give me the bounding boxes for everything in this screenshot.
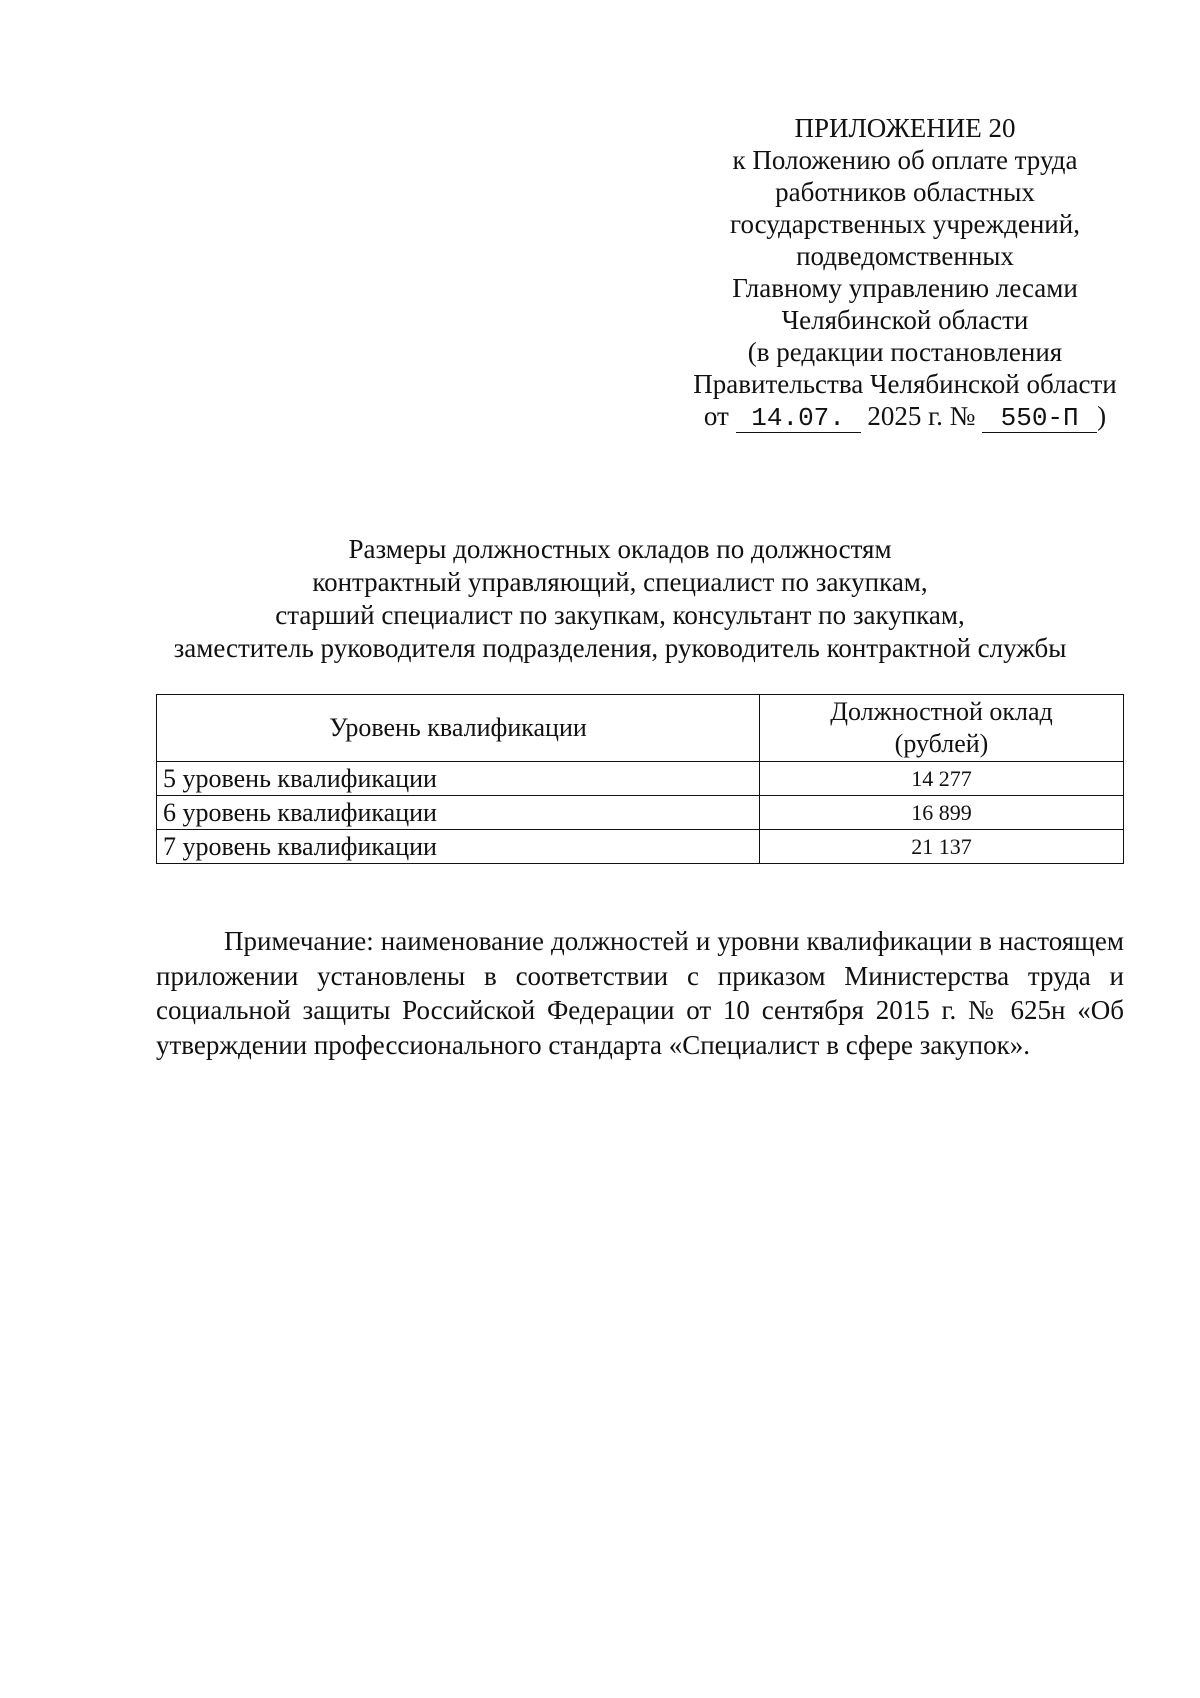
annex-line: Правительства Челябинской области — [693, 369, 1117, 399]
resolution-reference — [660, 400, 1150, 433]
title-line: контрактный управляющий, специалист по закупкам, — [312, 567, 928, 597]
title-line: Размеры должностных окладов по должностям — [348, 534, 892, 564]
header-salary-line1: Должностной оклад — [830, 697, 1053, 726]
header-salary — [760, 695, 1124, 762]
ref-suffix: ) — [1097, 401, 1107, 431]
annex-line: (в редакции постановления — [747, 337, 1063, 367]
annex-header — [660, 112, 1150, 433]
cell-amount: 16 899 — [760, 796, 1124, 830]
ref-year: 2025 г. № — [867, 401, 976, 431]
document-title — [120, 533, 1120, 665]
annex-line: государственных учреждений, — [730, 209, 1080, 239]
table-header-row — [157, 695, 1124, 762]
title-line: заместитель руководителя подразделения, руководитель контрактной службы — [173, 633, 1067, 663]
cell-amount: 21 137 — [760, 830, 1124, 864]
title-line: старший специалист по закупкам, консультант по закупкам, — [275, 600, 965, 630]
table-row — [157, 830, 1124, 864]
header-qualification-level: Уровень квалификации — [157, 695, 760, 762]
resolution-date: 14.07. — [736, 404, 861, 433]
table-row — [157, 796, 1124, 830]
annex-heading: ПРИЛОЖЕНИЕ 20 — [794, 113, 1016, 143]
resolution-number: 550-П — [982, 404, 1097, 433]
cell-level: 7 уровень квалификации — [157, 830, 760, 864]
cell-level: 6 уровень квалификации — [157, 796, 760, 830]
header-salary-line2: (рублей) — [894, 729, 989, 758]
annex-line: к Положению об оплате труда — [732, 145, 1078, 175]
annex-line: Челябинской области — [781, 305, 1029, 335]
note-paragraph: Примечание: наименование должностей и уровни квалификации в настоящем приложении установлены в соответствии с приказом Министерства труда и социальной защиты Российской Федерации от 10 сентября 2015 г. № 625н «Об утверждении профессионального стандарта «Специалист в сфере закупок». — [156, 926, 1124, 1060]
ref-prefix: от — [703, 401, 729, 431]
annex-line: Главному управлению лесами — [732, 273, 1078, 303]
cell-amount: 14 277 — [760, 762, 1124, 796]
salary-table — [156, 694, 1124, 864]
annex-line: работников областных — [775, 177, 1035, 207]
table-row — [157, 762, 1124, 796]
annex-line: подведомственных — [796, 241, 1014, 271]
cell-level: 5 уровень квалификации — [157, 762, 760, 796]
